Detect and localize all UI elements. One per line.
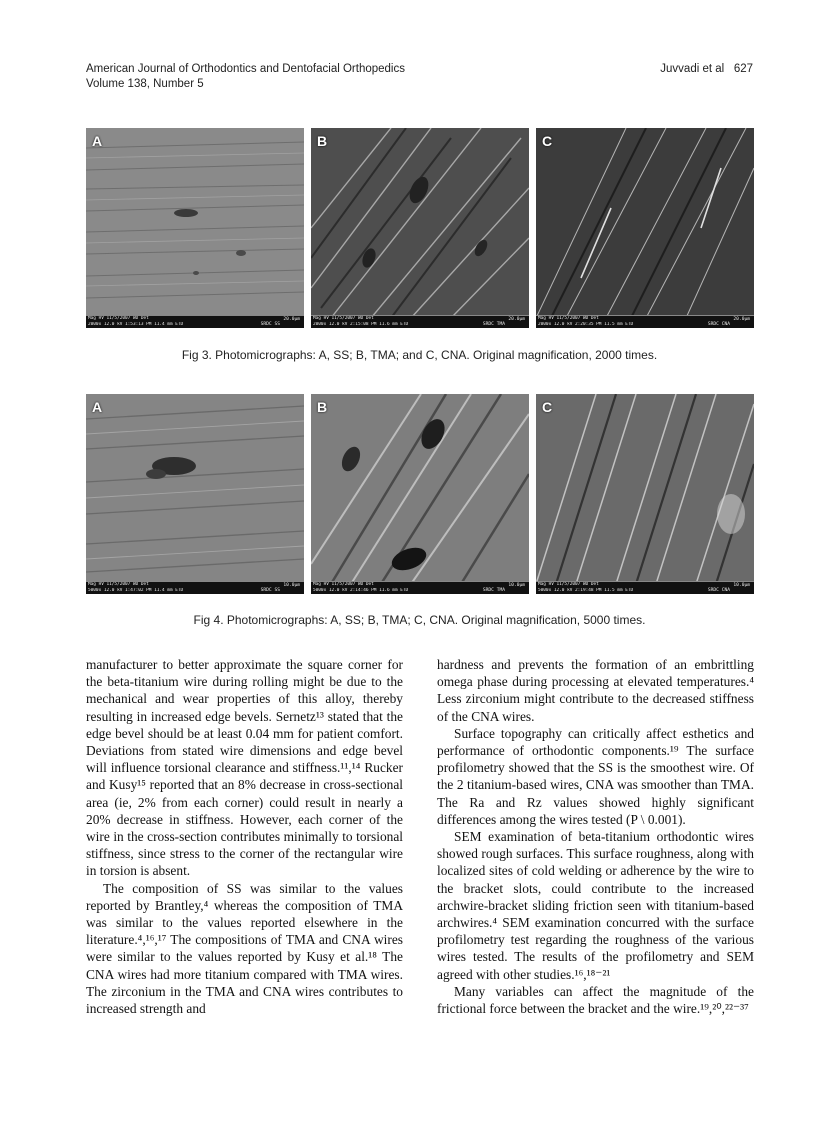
paragraph: Surface topography can critically affect esthetics and performance of orthodontic components.¹⁹ The surface profilometry showed that the SS is the smoothest wire. Of the 2 titanium-based wires, CNA was smoother than TMA. The Ra and Rz values showed highly significant differences among the wires tested (P \ 0.001).: [437, 725, 754, 827]
sem-meta-values: 5000x 12.0 kV 2:19:48 PM 11.5 mm ETD: [538, 587, 634, 593]
sem-image-cna-5000x: [536, 394, 754, 594]
figure-4-panels: [86, 394, 753, 594]
sem-info-bar: [311, 315, 529, 328]
sem-meta-labels: Mag HV 11/5/2007 WD Det: [538, 316, 599, 321]
scale-bar-label: 20.0μm: [733, 317, 750, 322]
sample-label: SRDC TMA: [482, 588, 505, 593]
panel-letter: B: [317, 133, 328, 149]
journal-info: [86, 62, 405, 92]
body-column-left: [86, 656, 403, 1017]
micrograph-panel-c: [536, 394, 754, 594]
sem-info-bar: [536, 315, 754, 328]
panel-letter: C: [542, 399, 553, 415]
paragraph: manufacturer to better approximate the square corner for the beta-titanium wire during rolling might be due to the mechanical and wear properties of this alloy, thereby resulting in increased edge bevels. Sernetz¹³ stated that the edge bevel should be at least 0.04 mm for patient comfort. Deviations from stated wire dimensions and edge bevel will influence torsional clearance and stiffness.¹¹,¹⁴ Rucker and Kusy¹⁵ reported that an 8% decrease in cross-sectional area (ie, 2% from each corner) could result in nearly a 20% decrease in stiffness. However, each corner of the wire in the cross-section contributes minimally to torsional stiffness, since stress to the corner of the rectangular wire in torsion is absent.: [86, 657, 403, 879]
paragraph: hardness and prevents the formation of an embrittling omega phase during processing at elevated temperatures.⁴ Less zirconium might contribute to the decreased stiffness of the CNA wires.: [437, 657, 754, 724]
sem-meta-labels: Mag HV 11/5/2007 WD Det: [538, 582, 599, 587]
sem-meta-values: 5000x 12.0 kV 1:47:02 PM 11.4 mm ETD: [88, 587, 184, 593]
scale-bar-label: 20.0μm: [508, 317, 525, 322]
sem-image-cna-2000x: [536, 128, 754, 328]
panel-letter: A: [92, 399, 103, 415]
sem-meta-values: 2000x 12.0 kV 2:15:08 PM 11.6 mm ETD: [313, 321, 409, 327]
sem-meta-labels: Mag HV 11/5/2007 WD Det: [313, 582, 374, 587]
scale-bar-label: 10.0μm: [733, 583, 750, 588]
sem-image-tma-2000x: [311, 128, 529, 328]
sample-label: SRDC SS: [260, 588, 280, 593]
micrograph-panel-c: [536, 128, 754, 328]
page-info: [660, 62, 753, 77]
scale-bar-label: 10.0μm: [283, 583, 300, 588]
sem-meta-labels: Mag HV 11/5/2007 WD Det: [88, 316, 149, 321]
sem-meta-values: 2000x 12.0 kV 1:53:13 PM 11.4 mm ETD: [88, 321, 184, 327]
paragraph: SEM examination of beta-titanium orthodontic wires showed rough surfaces. This surface roughness, along with localized sites of cold welding or adherence by the wire to the bracket slots, could contribute to the increased archwire-bracket sliding friction seen with titanium-based archwires.⁴ SEM examination concurred with the surface profilometry test regarding the roughness of the various wires tested. The results of the profilometry and SEM agreed with other studies.¹⁶,¹⁸⁻²¹: [437, 829, 754, 982]
panel-letter: C: [542, 133, 553, 149]
figure-3-panels: [86, 128, 753, 328]
scale-bar-label: 10.0μm: [508, 583, 525, 588]
paragraph: The composition of SS was similar to the values reported by Brantley,⁴ whereas the composition of TMA was similar to the values reported elsewhere in the literature.⁴,¹⁶,¹⁷ The compositions of TMA and CNA wires were similar to the values reported by Kusy et al.¹⁸ The CNA wires had more titanium compared with TMA wires. The zirconium in the TMA and CNA wires contributes to increased strength and: [86, 880, 403, 1017]
micrograph-panel-b: [311, 128, 529, 328]
sem-info-bar: [536, 581, 754, 594]
scale-bar-label: 20.0μm: [283, 317, 300, 322]
panel-letter: B: [317, 399, 328, 415]
page-number: 627: [733, 63, 753, 75]
figure-4: [86, 394, 753, 627]
sample-label: SRDC CNA: [707, 588, 730, 593]
sample-label: SRDC SS: [260, 322, 280, 327]
sem-info-bar: [86, 581, 304, 594]
sem-info-bar: [311, 581, 529, 594]
sem-meta-labels: Mag HV 11/5/2007 WD Det: [313, 316, 374, 321]
sem-meta-values: 5000x 12.0 kV 2:14:46 PM 11.6 mm ETD: [313, 587, 409, 593]
sample-label: SRDC CNA: [707, 322, 730, 327]
journal-volume: Volume 138, Number 5: [86, 78, 204, 90]
micrograph-panel-a: [86, 128, 304, 328]
micrograph-panel-b: [311, 394, 529, 594]
figure-4-caption: Fig 4. Photomicrographs: A, SS; B, TMA; C, CNA. Original magnification, 5000 times.: [193, 613, 646, 627]
sem-image-tma-5000x: [311, 394, 529, 594]
running-title: Juvvadi et al: [660, 63, 725, 75]
paragraph: Many variables can affect the magnitude of the frictional force between the bracket and the wire.¹⁹,²⁰,²²⁻³⁷: [437, 983, 754, 1017]
figure-3: [86, 128, 753, 362]
body-column-right: [437, 656, 754, 1017]
sem-meta-values: 2000x 12.0 kV 2:20:35 PM 11.5 mm ETD: [538, 321, 634, 327]
sem-info-bar: [86, 315, 304, 328]
sem-image-ss-5000x: [86, 394, 304, 594]
journal-name: American Journal of Orthodontics and Dentofacial Orthopedics: [86, 63, 405, 75]
micrograph-panel-a: [86, 394, 304, 594]
figure-3-caption: Fig 3. Photomicrographs: A, SS; B, TMA; and C, CNA. Original magnification, 2000 times.: [181, 348, 658, 362]
sem-meta-labels: Mag HV 11/5/2007 WD Det: [88, 582, 149, 587]
sem-image-ss-2000x: [86, 128, 304, 328]
sample-label: SRDC TMA: [482, 322, 505, 327]
panel-letter: A: [92, 133, 103, 149]
